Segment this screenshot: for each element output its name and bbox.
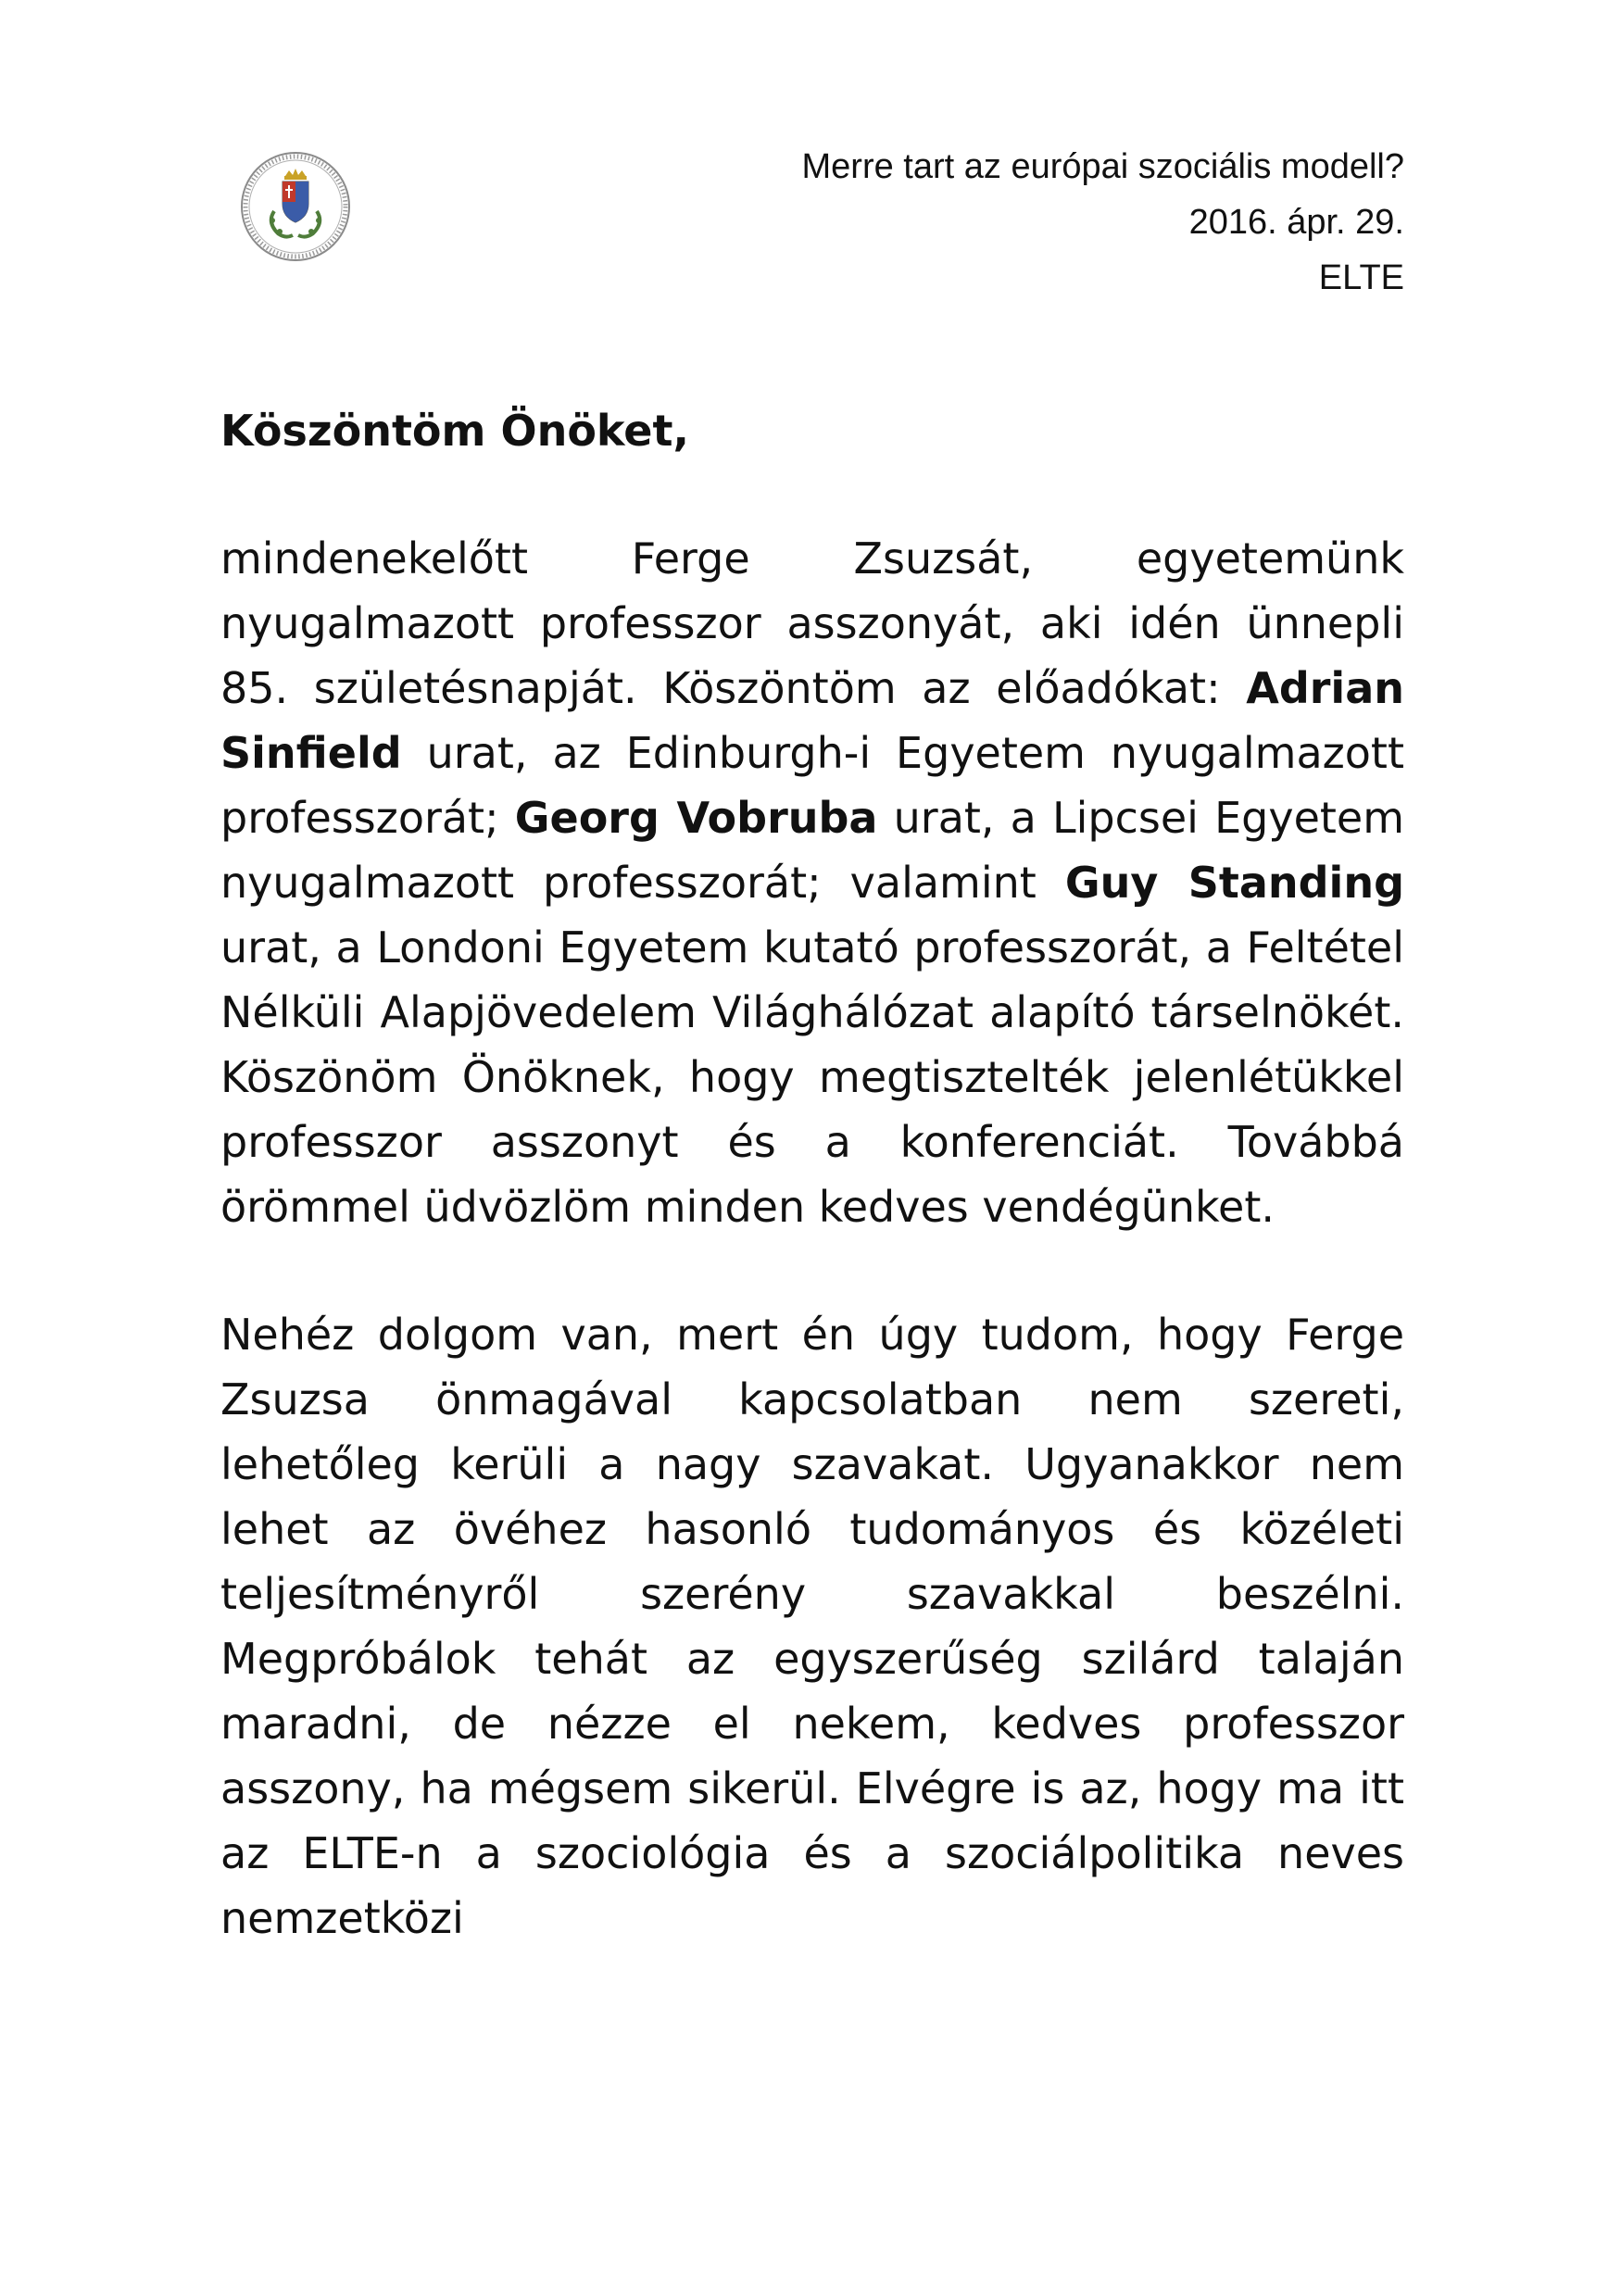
welcome-text-2: urat, az Edinburgh-i Egyetem nyugalmazott professzorát; [220, 728, 1404, 843]
speech-body [220, 398, 1404, 2014]
welcome-text-3: urat, a Lipcsei Egyetem nyugalmazott professzorát; valamint [220, 793, 1405, 908]
speaker-name-vobruba: Georg Vobruba [514, 793, 878, 843]
welcome-text-4: urat, a Londoni Egyetem kutató professzorát, a Feltétel Nélküli Alapjövedelem Világhálózat alapító társelnökét. Köszönöm Önöknek, hogy megtisztelték jelenlétükkel professzor asszonyt és a konferenciát. Továbbá örömmel üdvözlöm minden kedves vendégünket. [220, 922, 1404, 1232]
conference-venue: ELTE [1318, 258, 1404, 297]
welcome-text-1: mindenekelőtt Ferge Zsuzsát, egyetemünk nyugalmazott professzor asszonyát, aki idén ünnepli 85. születésnapját. Köszöntöm az előadókat: [220, 533, 1404, 713]
paragraph-tribute: Nehéz dolgom van, mert én úgy tudom, hogy Ferge Zsuzsa önmagával kapcsolatban nem szereti, lehetőleg kerüli a nagy szavakat. Ugyanakkor nem lehet az övéhez hasonló tudományos és közéleti teljesítményről szerény szavakkal beszélni. Megpróbálok tehát az egyszerűség szilárd talaján maradni, de nézze el nekem, kedves professzor asszony, ha mégsem sikerül. Elvégre is az, hogy ma itt az ELTE-n a szociológia és a szociálpolitika neves nemzetközi [220, 1310, 1404, 1943]
paragraph-welcome [220, 526, 1404, 1239]
conference-date: 2016. ápr. 29. [1188, 203, 1404, 242]
document-header [802, 139, 1405, 306]
conference-title: Merre tart az európai szociális modell? [801, 147, 1404, 186]
greeting-heading: Köszöntöm Önöket, [220, 406, 689, 456]
speaker-name-standing: Guy Standing [1064, 858, 1404, 908]
speaker-name-sinfield: Adrian Sinfield [220, 663, 1404, 778]
university-seal-icon [239, 146, 352, 267]
